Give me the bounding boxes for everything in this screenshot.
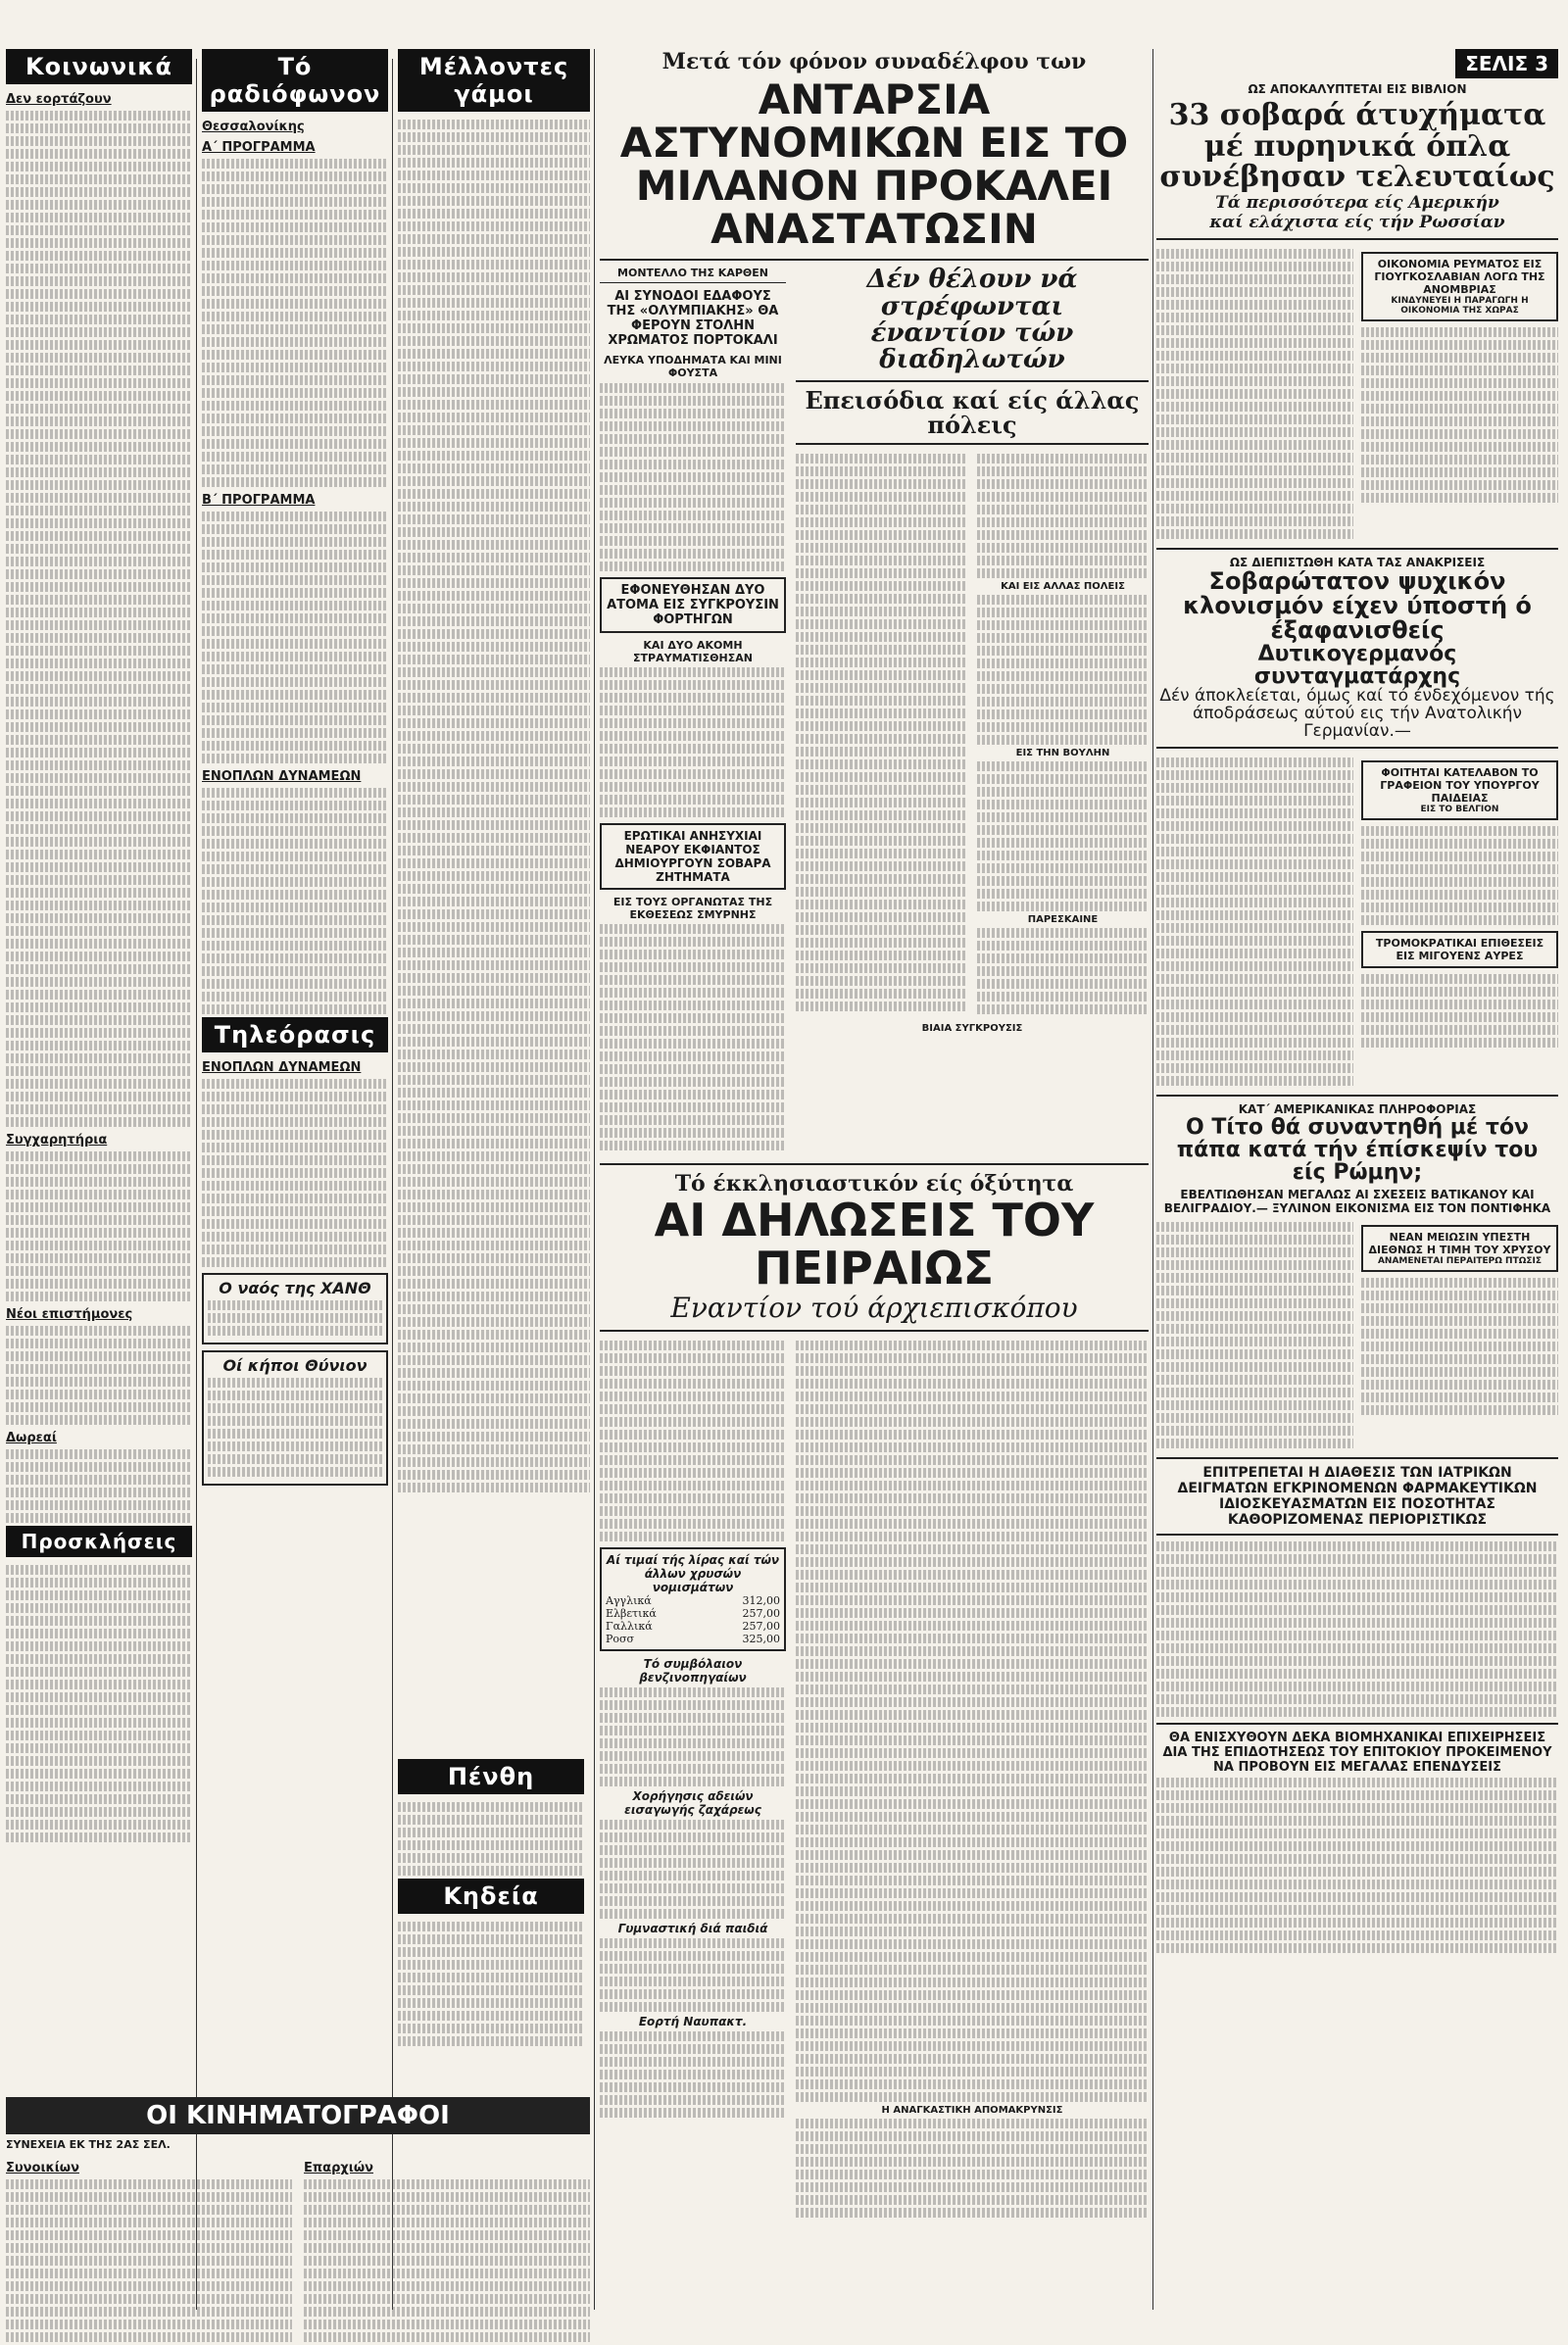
small-text-2 [600, 1820, 786, 1919]
industry-text [1156, 1778, 1558, 1953]
sub-section-violent-clash: ΒΙΑΙΑ ΣΥΓΚΡΟΥΣΙΣ [921, 1022, 1023, 1034]
divider [1156, 1095, 1558, 1097]
students-box [1361, 760, 1558, 820]
price-label: Γαλλικά [606, 1619, 653, 1633]
divider [600, 259, 1149, 261]
cinemas-sub: ΣΥΝΕΧΕΙΑ ΕΚ ΤΗΣ 2ΑΣ ΣΕΛ. [6, 2138, 171, 2151]
divider [600, 1163, 1149, 1165]
program-b-head: Β΄ ΠΡΟΓΡΑΜΜΑ [202, 493, 316, 508]
inquiry-kicker: ΩΣ ΔΙΕΠΙΣΤΩΘΗ ΚΑΤΑ ΤΑΣ ΑΝΑΚΡΙΣΕΙΣ [1229, 555, 1486, 569]
church-text-b2 [796, 2119, 1149, 2218]
sub-section-parliament: ΕΙΣ ΤΗΝ ΒΟΥΛΗΝ [1015, 747, 1110, 758]
armed-forces-head: ΕΝΟΠΛΩΝ ΔΥΝΑΜΕΩΝ [202, 769, 362, 784]
price-value: 325,00 [742, 1632, 780, 1645]
tito-sub: ΕΒΕΛΤΙΩΘΗΣΑΝ ΜΕΓΑΛΩΣ ΑΙ ΣΧΕΣΕΙΣ ΒΑΤΙΚΑΝΟΥ ΚΑΙ ΒΕΛΙΓΡΑΔΙΟΥ.— ΞΥΛΙΝΟΝ ΕΙΚΟΝΙΣΜΑ ΕΙΣ ΤΟΝ ΠΟΝΤΙΦΗΚΑ [1163, 1188, 1551, 1216]
price-label: Αγγλικά [606, 1593, 652, 1607]
church-text-b [796, 1338, 1149, 2221]
yugoslavia-sub: ΚΙΝΔΥΝΕΥΕΙ Η ΠΑΡΑΓΩΓΗ Η ΟΙΚΟΝΟΜΙΑ ΤΗΣ ΧΩΡΑΣ [1391, 295, 1529, 316]
center-lower-left [600, 1338, 786, 2221]
small-item-3: Γυμναστική διά παιδιά [617, 1921, 768, 1935]
small-item-2: Χορήγησις αδειών εισαγωγής ζαχάρεως [624, 1788, 761, 1817]
price-row [606, 1620, 780, 1633]
gardens-box [202, 1350, 388, 1486]
sub-section-resigned: ΠΑΡΕΣΚΑΙΝΕ [1027, 913, 1099, 925]
divider [1156, 1723, 1558, 1725]
province-cinemas-head: Επαρχιών [304, 2161, 374, 2175]
tito-kicker: ΚΑΤ΄ ΑΜΕΡΙΚΑΝΙΚΑΣ ΠΛΗΡΟΦΟΡΙΑΣ [1238, 1101, 1477, 1116]
gold-prices-title: Αί τιμαί τής λίρας καί τών άλλων χρυσών νομισμάτων [606, 1552, 780, 1594]
terror-text [1361, 974, 1558, 1048]
sidebar-item-1: ΑΙ ΣΥΝΟΔΟΙ ΕΔΑΦΟΥΣ ΤΗΣ «ΟΛΥΜΠΙΑΚΗΣ» ΘΑ ΦΕΡΟΥΝ ΣΤΟΛΗΝ ΧΡΩΜΑΤΟΣ ΠΟΡΤΟΚΑΛΙ [607, 289, 779, 349]
divider [1156, 548, 1558, 550]
congrats-text [6, 1151, 192, 1301]
gold-box [1361, 1225, 1558, 1272]
weddings-banner: Μέλλοντες γάμοι [398, 49, 590, 112]
small-item-5: Η ΑΝΑΓΚΑΣΤΙΚΗ ΑΠΟΜΑΚΡΥΝΣΙΣ [881, 2104, 1063, 2116]
temple-box [202, 1273, 388, 1344]
neighborhood-cinemas-list [6, 2179, 292, 2342]
radio-subhead: Θεσσαλονίκης [202, 120, 305, 134]
column-rule [1152, 49, 1153, 2310]
sidebar-item-5: ΕΡΩΤΙΚΑΙ ΑΝΗΣΥΧΙΑΙ ΝΕΑΡΟΥ ΕΚΦΙΑΝΤΟΣ ΔΗΜΙΟΥΡΓΟΥΝ ΣΟΒΑΡΑ ΖΗΤΗΜΑΤΑ [600, 823, 786, 890]
milan-headline: ΑΝΤΑΡΣΙΑ ΑΣΤΥΝΟΜΙΚΩΝ ΕΙΣ ΤΟ ΜΙΛΑΝΟΝ ΠΡΟΚΑΛΕΙ ΑΝΑΣΤΑΤΩΣΙΝ [619, 75, 1129, 254]
sidebar-text-2 [600, 667, 786, 817]
milan-text-a [796, 451, 967, 1017]
tv-subhead: ΕΝΟΠΛΩΝ ΔΥΝΑΜΕΩΝ [202, 1060, 362, 1075]
program-a-head: Α΄ ΠΡΟΓΡΑΜΜΑ [202, 140, 316, 155]
small-item-4: Εορτή Ναυπακτ. [638, 2014, 748, 2028]
penthi-banner: Πένθη [398, 1759, 584, 1794]
inquiry-sub: Δυτικογερμανός συνταγματάρχης [1253, 642, 1461, 690]
pharma-headline: ΕΠΙΤΡΕΠΕΤΑΙ Η ΔΙΑΘΕΣΙΣ ΤΩΝ ΙΑΤΡΙΚΩΝ ΔΕΙΓΜΑΤΩΝ ΕΓΚΡΙΝΟΜΕΝΩΝ ΦΑΡΜΑΚΕΥΤΙΚΩΝ ΙΔΙΟΣΚΕΥΑΣΜΑΤΩΝ ΕΙΣ ΠΟΣΟΤΗΤΑΣ ΚΑΘΟΡΙΖΟΜΕΝΑΣ ΠΕΡΙΟΡΙΣΤΙΚΩΣ [1177, 1465, 1538, 1529]
price-row [606, 1633, 780, 1645]
terror-box [1361, 931, 1558, 968]
inquiry-text [1156, 755, 1353, 1089]
price-value: 257,00 [742, 1619, 780, 1633]
milan-text-b1 [977, 454, 1149, 578]
milan-text-b [977, 451, 1149, 1017]
gold-title: ΝΕΑΝ ΜΕΙΩΣΙΝ ΥΠΕΣΤΗ ΔΙΕΘΝΩΣ Η ΤΙΜΗ ΤΟΥ ΧΡΥΣΟΥ [1368, 1231, 1551, 1257]
center-section [600, 49, 1149, 2221]
milan-sub-2: έναντίον τών διαδηλωτών [870, 318, 1074, 375]
milan-text-b4 [977, 928, 1149, 1014]
tv-banner: Τηλεόρασις [202, 1017, 388, 1052]
price-label: Ροσσ [606, 1632, 635, 1645]
small-text-1 [600, 1687, 786, 1786]
divider [1156, 1534, 1558, 1536]
divider [1156, 1457, 1558, 1459]
kideia-text [398, 1922, 584, 2046]
price-value: 257,00 [742, 1606, 780, 1620]
sidebar-text-3 [600, 924, 786, 1150]
gardens-text [208, 1378, 382, 1477]
congrats-head: Συγχαρητήρια [6, 1133, 108, 1148]
invitations-banner: Προσκλήσεις [6, 1526, 192, 1557]
church-kicker: Τό έκκλησιαστικόν είς όξύτητα [674, 1171, 1074, 1197]
yugoslavia-text [1361, 327, 1558, 503]
milan-sub-3: Επεισόδια καί είς άλλας πόλεις [805, 385, 1140, 439]
sidebar-item-4: ΚΑΙ ΔΥΟ ΑΚΟΜΗ ΣΤΡΑΥΜΑΤΙΣΘΗΣΑΝ [633, 639, 753, 665]
invitations-text [6, 1565, 192, 1842]
social-subhead: Δεν εορτάζουν [6, 92, 112, 107]
divider [1156, 747, 1558, 749]
gold-text [1361, 1278, 1558, 1415]
column-rule [196, 59, 197, 2310]
new-scientists-text [6, 1326, 192, 1425]
church-sub: Εναντίον τού άρχιεπισκόπου [670, 1291, 1078, 1324]
sidebar-item-2: ΛΕΥΚΑ ΥΠΟΔΗΜΑΤΑ ΚΑΙ ΜΙΝΙ ΦΟΥΣΤΑ [604, 354, 782, 380]
social-banner: Κοινωνικά [6, 49, 192, 84]
donations-text [6, 1449, 192, 1523]
tito-text [1156, 1219, 1353, 1451]
price-label: Ελβετικά [606, 1606, 657, 1620]
gardens-title: Οί κήποι Θύνιον [222, 1356, 368, 1375]
social-text [6, 111, 192, 1127]
kideia-banner: Κηδεία [398, 1879, 584, 1914]
small-text-4 [600, 2031, 786, 2118]
inquiry-headline: Σοβαρώτατον ψυχικόν κλονισμόν είχεν ύποστή ό έξαφανισθείς [1183, 566, 1532, 644]
sidebar-item-3: ΕΦΟΝΕΥΘΗΣΑΝ ΔΥΟ ΑΤΟΜΑ ΕΙΣ ΣΥΓΚΡΟΥΣΙΝ ΦΟΡΤΗΓΩΝ [600, 577, 786, 633]
divider [796, 443, 1149, 445]
milan-text-b2 [977, 595, 1149, 745]
penthi-text [398, 1802, 584, 1876]
terror-title: ΤΡΟΜΟΚΡΑΤΙΚΑΙ ΕΠΙΘΕΣΕΙΣ ΕΙΣ ΜΙΓΟΥΕΝΣ ΑΥΡΕΣ [1375, 936, 1544, 962]
students-box-wrap [1361, 755, 1558, 1089]
cinemas-section [6, 2097, 590, 2345]
temple-text [208, 1300, 382, 1336]
weddings-text [398, 120, 590, 1492]
inquiry-dek: Δέν άποκλείεται, όμως καί τό ένδεχόμενον τής άποδράσεως αύτού εις τήν Ανατολικήν Γερμανίαν.— [1159, 686, 1555, 741]
center-sidebar [600, 267, 786, 1153]
price-row [606, 1594, 780, 1607]
church-text-a [600, 1341, 786, 1541]
temple-title: Ο ναός της ΧΑΝΘ [219, 1279, 371, 1297]
nuclear-sub-1: Τά περισσότερα είς Αμερικήν [1215, 192, 1499, 213]
right-section [1156, 49, 1558, 1956]
milan-story [796, 267, 1149, 1153]
milan-kicker: Μετά τόν φόνον συναδέλφου των [662, 49, 1087, 74]
yugoslavia-title: ΟΙΚΟΝΟΜΙΑ ΡΕΥΜΑΤΟΣ ΕΙΣ ΓΙΟΥΓΚΟΣΛΑΒΙΑΝ ΛΟΓΩ ΤΗΣ ΑΝΟΜΒΡΙΑΣ [1374, 257, 1545, 296]
program-a-text [202, 159, 388, 487]
milan-text-b3 [977, 761, 1149, 911]
church-headline: ΑΙ ΔΗΛΩΣΕΙΣ ΤΟΥ ΠΕΙΡΑΙΩΣ [654, 1194, 1095, 1295]
students-sub: ΕΙΣ ΤΟ ΒΕΛΓΙΟΝ [1420, 804, 1499, 814]
divider [600, 1330, 1149, 1332]
mourning-band [202, 1759, 590, 2049]
social-column [6, 49, 192, 2310]
small-item-1: Τό συμβόλαιον βενζινοπηγαίων [639, 1656, 747, 1685]
sidebar-item-6: ΕΙΣ ΤΟΥΣ ΟΡΓΑΝΩΤΑΣ ΤΗΣ ΕΚΘΕΣΕΩΣ ΣΜΥΡΝΗΣ [612, 896, 773, 922]
tito-headline: Ο Τίτο θά συναντηθή μέ τόν πάπα κατά τήν έπίσκεψίν του είς Ρώμην; [1176, 1114, 1539, 1185]
tv-text [202, 1079, 388, 1267]
nuclear-sub-2: καί ελάχιστα είς τήν Ρωσσίαν [1209, 212, 1505, 232]
column-rule [594, 49, 595, 2310]
yugoslavia-box-wrap [1361, 246, 1558, 542]
gold-prices-box [600, 1547, 786, 1651]
gold-sub: ΑΝΑΜΕΝΕΤΑΙ ΠΕΡΑΙΤΕΡΩ ΠΤΩΣΙΣ [1377, 1256, 1543, 1267]
price-row [606, 1607, 780, 1620]
neighborhood-cinemas-head: Συνοικίων [6, 2161, 79, 2175]
small-text-3 [600, 1938, 786, 2012]
sidebar-text-1 [600, 383, 786, 571]
milan-sub-1: Δέν θέλουν νά στρέφωνται [866, 265, 1078, 321]
new-scientists-head: Νέοι επιστήμονες [6, 1307, 133, 1322]
pharma-text [1156, 1541, 1558, 1717]
province-cinemas-list [304, 2179, 590, 2342]
gold-box-wrap [1361, 1219, 1558, 1451]
divider [796, 380, 1149, 382]
students-title: ΦΟΙΤΗΤΑΙ ΚΑΤΕΛΑΒΟΝ ΤΟ ΓΡΑΦΕΙΟΝ ΤΟΥ ΥΠΟΥΡΓΟΥ ΠΑΙΔΕΙΑΣ [1380, 765, 1540, 805]
nuclear-kicker: ΩΣ ΑΠΟΚΑΛΥΠΤΕΤΑΙ ΕΙΣ ΒΙΒΛΙΟΝ [1248, 82, 1467, 96]
cinemas-banner: ΟΙ ΚΙΝΗΜΑΤΟΓΡΑΦΟΙ [6, 2097, 590, 2134]
page-tag: ΣΕΛΙΣ 3 [1455, 49, 1558, 78]
students-text [1361, 826, 1558, 925]
industry-headline: ΘΑ ΕΝΙΣΧΥΘΟΥΝ ΔΕΚΑ ΒΙΟΜΗΧΑΝΙΚΑΙ ΕΠΙΧΕΙΡΗΣΕΙΣ ΔΙΑ ΤΗΣ ΕΠΙΔΟΤΗΣΕΩΣ ΤΟΥ ΕΠΙΤΟΚΙΟΥ ΠΡΟΚΕΙΜΕΝΟΥ ΝΑ ΠΡΟΒΟΥΝ ΕΙΣ ΜΕΓΑΛΑΣ ΕΠΕΝΔΥΣΕΙΣ [1162, 1731, 1552, 1776]
sub-section-other-cities: ΚΑΙ ΕΙΣ ΑΛΛΑΣ ΠΟΛΕΙΣ [1001, 580, 1125, 592]
donations-head: Δωρεαί [6, 1431, 57, 1445]
sidebar-title: ΜΟΝΤΕΛΛΟ ΤΗΣ ΚΑΡΘΕΝ [600, 267, 786, 283]
nuclear-text [1156, 246, 1353, 542]
nuclear-headline: 33 σοβαρά άτυχήματα μέ πυρηνικά όπλα συνέβησαν τελευταίως [1159, 98, 1555, 194]
program-b-text [202, 512, 388, 763]
armed-forces-text [202, 788, 388, 1014]
divider [1156, 238, 1558, 240]
price-value: 312,00 [742, 1593, 780, 1607]
yugoslavia-box [1361, 252, 1558, 321]
church-text-b1 [796, 1341, 1149, 2102]
radio-banner: Τό ραδιόφωνον [202, 49, 388, 112]
